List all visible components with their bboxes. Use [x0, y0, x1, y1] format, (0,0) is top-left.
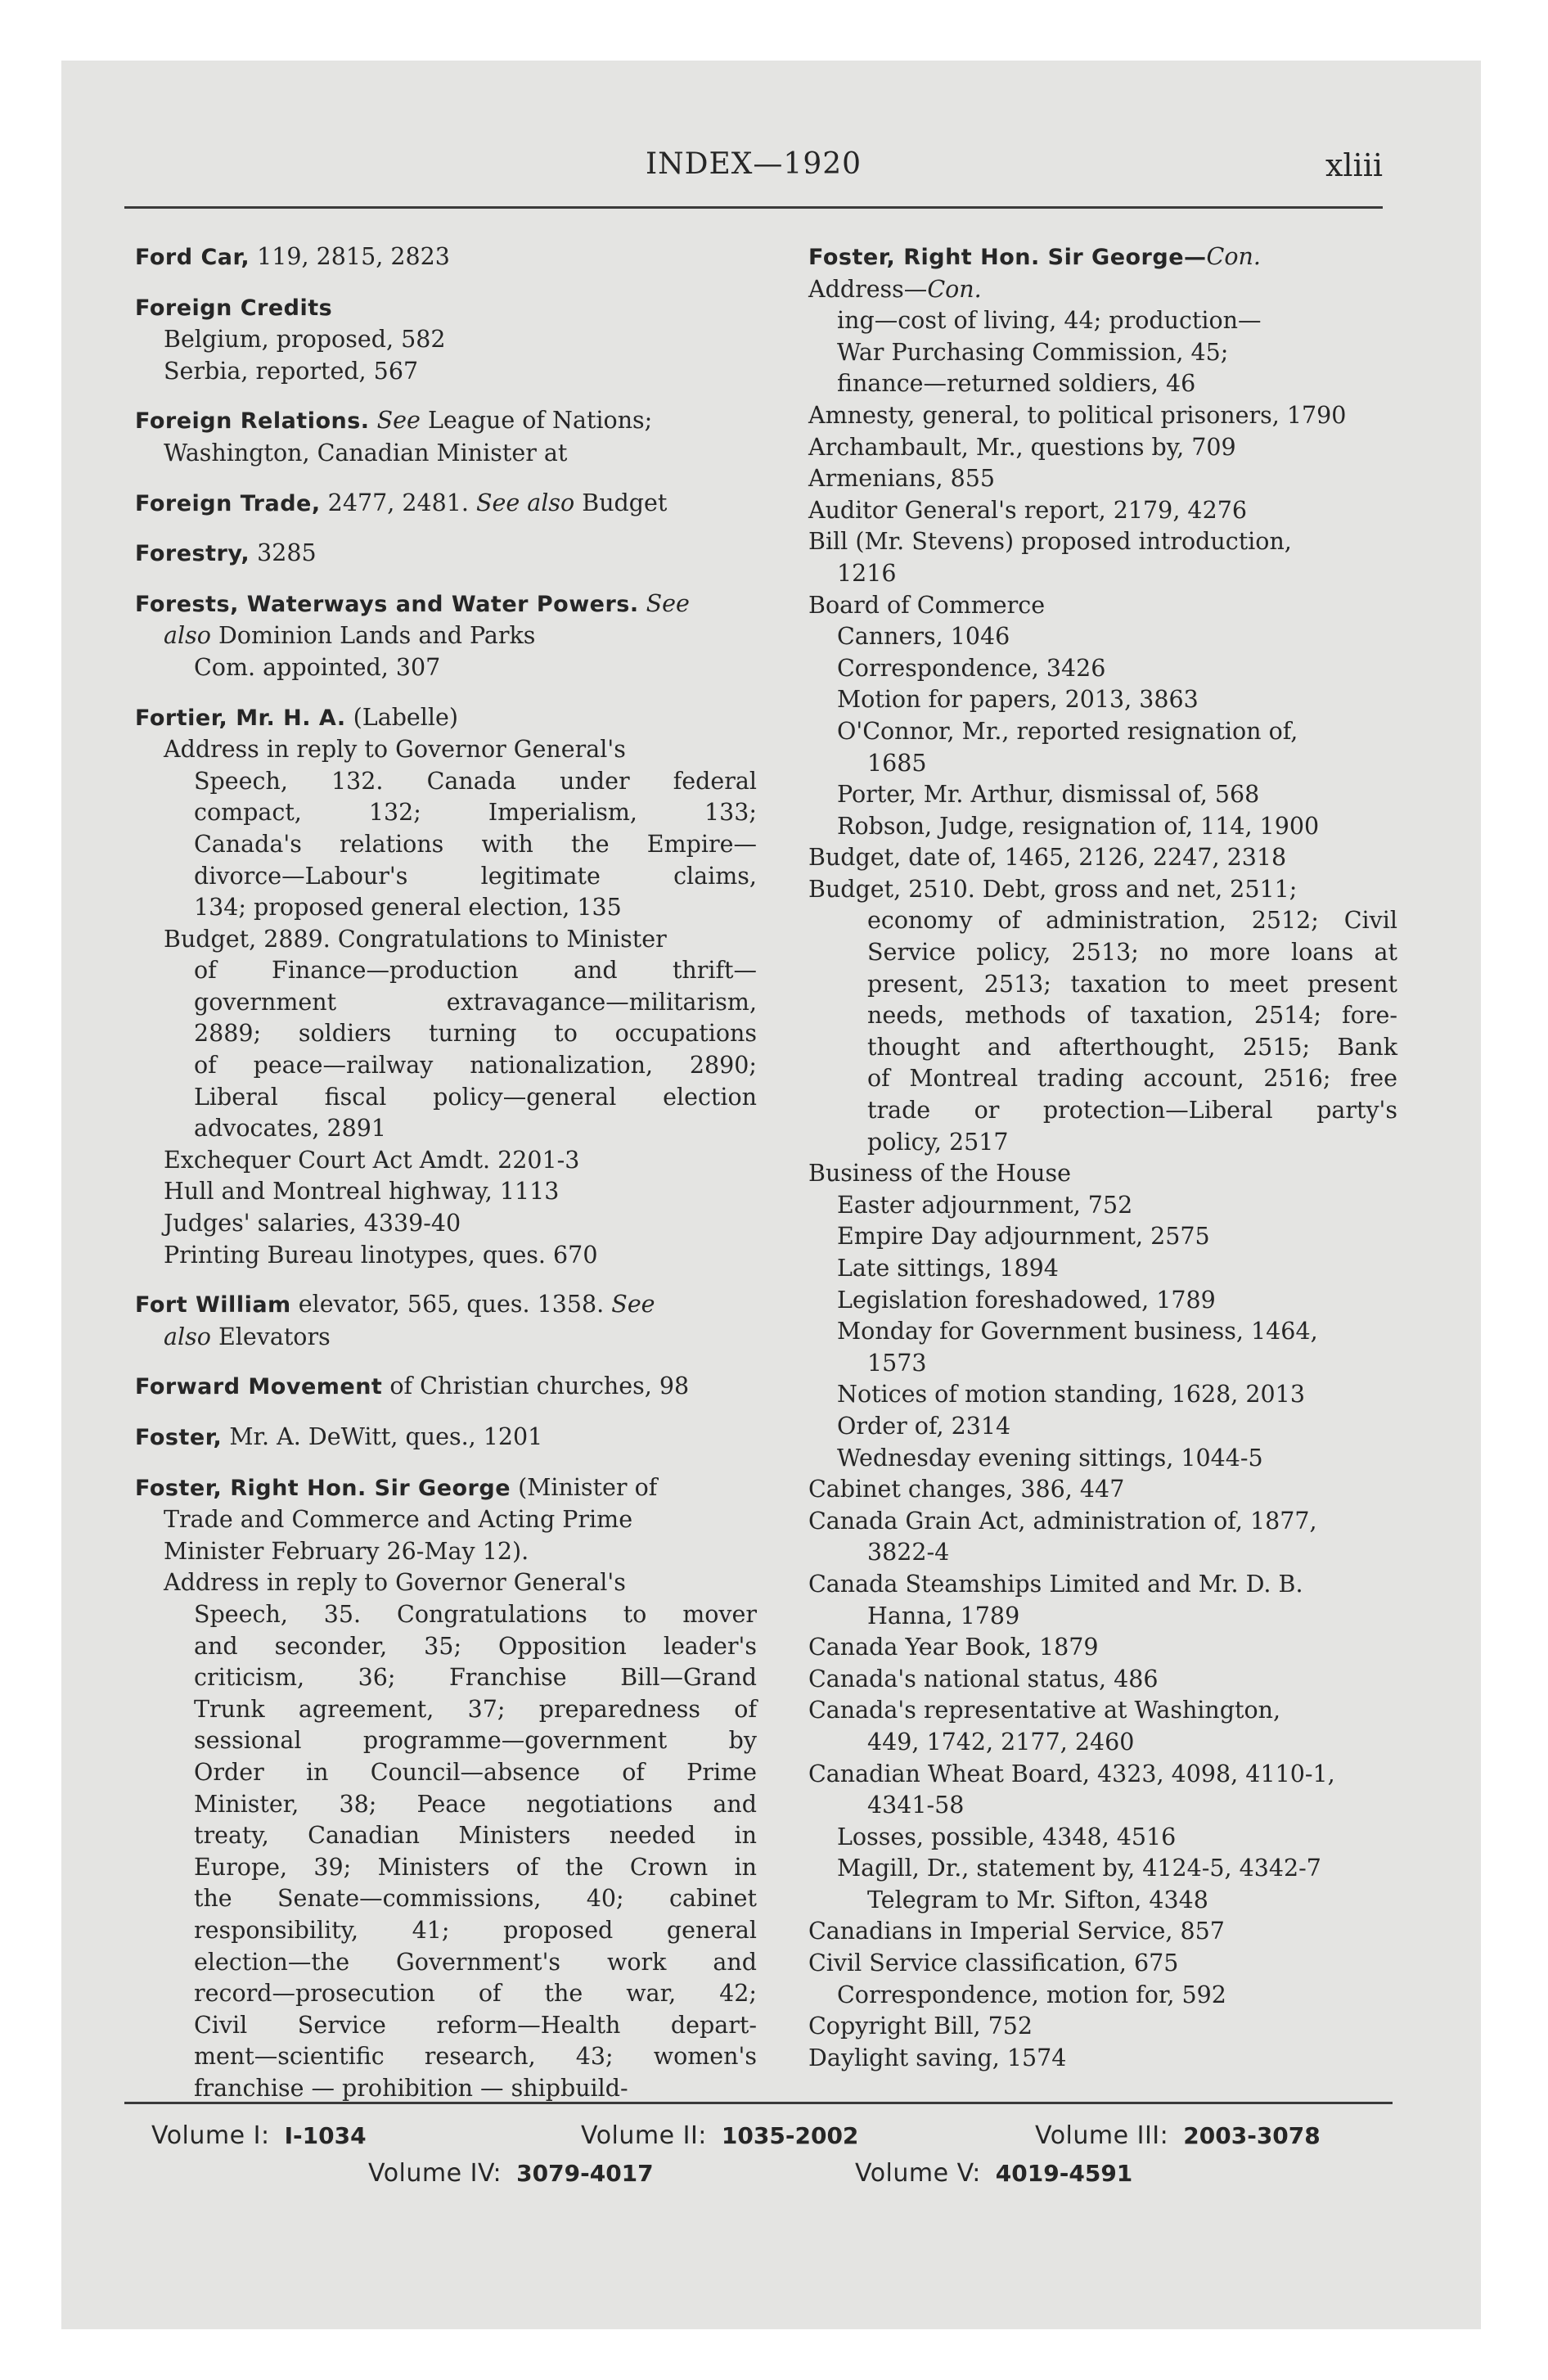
entry-text: Canadian Wheat Board, 4323, 4098, 4110-1, [808, 1760, 1335, 1787]
index-line [808, 905, 1397, 937]
index-line [808, 1190, 1397, 1222]
entry-text: present, 2513; taxation to meet present [867, 970, 1397, 998]
volume-label: Volume II: [581, 2121, 707, 2150]
entry-text: Monday for Government business, 1464, [837, 1318, 1318, 1346]
index-line [808, 811, 1397, 843]
index-line [808, 1443, 1397, 1475]
entry-text: Porter, Mr. Arthur, dismissal of, 568 [837, 781, 1260, 809]
index-entry [135, 1422, 757, 1454]
index-line [135, 356, 757, 388]
index-line [808, 1569, 1397, 1601]
entry-text: 1685 [867, 749, 927, 777]
entry-text: finance—returned soldiers, 46 [837, 370, 1196, 398]
index-line [135, 588, 757, 621]
entry-text: Motion for papers, 2013, 3863 [837, 686, 1199, 714]
index-line [808, 1285, 1397, 1317]
entry-text: of peace—railway nationalization, 2890; [194, 1052, 757, 1080]
entry-text: Canners, 1046 [837, 623, 1010, 651]
entry-text: divorce—Labour's legitimate claims, [194, 862, 757, 890]
entry-text: 449, 1742, 2177, 2460 [867, 1728, 1135, 1756]
entry-text: needs, methods of taxation, 2514; fore- [867, 1002, 1397, 1030]
entry-text: advocates, 2891 [194, 1115, 387, 1143]
volume-range: 2003-3078 [1183, 2122, 1321, 2149]
volume-range: 1035-2002 [721, 2122, 859, 2149]
entry-text: Robson, Judge, resignation of, 114, 1900 [837, 812, 1320, 840]
entry-text: and seconder, 35; Opposition leader's [194, 1632, 757, 1660]
entry-text: Civil Service classification, 675 [808, 1950, 1179, 1977]
entry-text: elevator, 565, ques. 1358. [290, 1291, 612, 1318]
index-line [808, 779, 1397, 811]
entry-text: Copyright Bill, 752 [808, 2013, 1033, 2040]
entry-text: Hanna, 1789 [867, 1602, 1020, 1629]
index-line [135, 2041, 757, 2073]
entry-text: Exchequer Court Act Amdt. 2201-3 [164, 1146, 580, 1174]
index-line [808, 463, 1397, 495]
entry-text: Com. appointed, 307 [194, 653, 441, 681]
entry-text: Civil Service reform—Health depart- [194, 2011, 757, 2039]
index-line [135, 1915, 757, 1947]
entry-text: (Labelle) [345, 703, 459, 731]
index-line [808, 1664, 1397, 1696]
entry-text: 2477, 2481. [320, 489, 476, 516]
index-line [808, 1221, 1397, 1253]
index-line [135, 829, 757, 861]
index-entry [135, 1289, 757, 1353]
footer-rule [124, 2102, 1393, 2104]
entry-heading: Fort William [135, 1292, 291, 1318]
index-line [808, 1411, 1397, 1443]
entry-text: 119, 2815, 2823 [250, 243, 450, 270]
index-line [135, 766, 757, 798]
index-line [135, 1757, 757, 1789]
entry-text: Easter adjournment, 752 [837, 1191, 1133, 1219]
cross-reference: See [646, 589, 690, 617]
entry-text: Auditor General's report, 2179, 4276 [808, 496, 1247, 524]
index-line [135, 1883, 757, 1915]
index-line [808, 1474, 1397, 1506]
entry-text: 1216 [837, 559, 897, 587]
index-entry [135, 405, 757, 469]
index-line [135, 1504, 757, 1536]
index-line [808, 1379, 1397, 1411]
index-line [135, 1050, 757, 1082]
entry-heading: Foreign Trade, [135, 490, 321, 516]
index-entry [808, 241, 1397, 2074]
entry-text: Amnesty, general, to political prisoners, 1790 [808, 401, 1347, 429]
entry-text: ment—scientific research, 43; women's [194, 2043, 757, 2071]
entry-text: Serbia, reported, 567 [164, 357, 419, 385]
volume-2 [581, 2121, 858, 2150]
index-line [135, 488, 757, 521]
entry-text: franchise — prohibition — shipbuild- [194, 2074, 628, 2102]
index-line [135, 1820, 757, 1852]
index-line [808, 1000, 1397, 1032]
index-line [135, 1018, 757, 1050]
entry-text: Canada's representative at Washington, [808, 1697, 1281, 1724]
entry-text: Correspondence, 3426 [837, 654, 1106, 682]
entry-text: Canada Grain Act, administration of, 1877, [808, 1507, 1317, 1535]
index-line [808, 241, 1397, 274]
index-line [135, 538, 757, 570]
index-line [808, 590, 1397, 622]
index-line [135, 620, 757, 652]
entry-text: of Finance—production and thrift— [194, 957, 757, 985]
index-line [135, 1694, 757, 1726]
cross-reference: See [611, 1291, 655, 1318]
index-line [808, 1348, 1397, 1380]
entry-text: Printing Bureau linotypes, ques. 670 [164, 1241, 598, 1269]
volume-label: Volume V: [855, 2159, 981, 2188]
entry-text: Archambault, Mr., questions by, 709 [808, 433, 1236, 461]
index-line [808, 274, 1397, 306]
index-line [808, 1980, 1397, 2012]
entry-text: government extravagance—militarism, [194, 988, 757, 1016]
index-entry [135, 588, 757, 684]
volume-range: 3079-4017 [516, 2160, 654, 2187]
entry-text: Mr. A. DeWitt, ques., 1201 [222, 1423, 543, 1450]
entry-text: Canada Steamships Limited and Mr. D. B. [808, 1570, 1303, 1598]
entry-text: Address in reply to Governor General's [164, 736, 626, 764]
index-line [808, 1537, 1397, 1569]
entry-text [639, 590, 646, 617]
entry-heading: Fortier, Mr. H. A. [135, 705, 346, 731]
index-entry [135, 292, 757, 388]
index-entry [135, 1472, 757, 2105]
index-line [808, 1253, 1397, 1285]
entry-text: Order in Council—absence of Prime [194, 1758, 757, 1786]
index-column-right [808, 241, 1397, 2074]
entry-heading: Forward Movement [135, 1374, 383, 1400]
index-line [808, 1063, 1397, 1095]
entry-text: 4341-58 [867, 1792, 965, 1819]
entry-text: Empire Day adjournment, 2575 [837, 1223, 1210, 1251]
entry-text: 134; proposed general election, 135 [194, 894, 622, 922]
entry-text: Judges' salaries, 4339-40 [164, 1210, 461, 1237]
volume-4 [368, 2159, 654, 2188]
index-line [135, 1145, 757, 1177]
volume-range: 4019-4591 [995, 2160, 1133, 2187]
entry-text: Board of Commerce [808, 591, 1046, 619]
entry-text: Belgium, proposed, 582 [164, 326, 446, 354]
index-line [135, 1289, 757, 1322]
entry-text: Trade and Commerce and Acting Prime [164, 1506, 633, 1534]
cross-reference: See also [475, 489, 575, 516]
entry-text: policy, 2517 [867, 1128, 1009, 1156]
entry-text: Service policy, 2513; no more loans at [867, 939, 1397, 967]
entry-text: Washington, Canadian Minister at [164, 439, 568, 467]
index-line [135, 1567, 757, 1599]
index-line [808, 748, 1397, 780]
index-line [808, 1316, 1397, 1348]
index-line [808, 1822, 1397, 1854]
entry-text: Losses, possible, 4348, 4516 [837, 1823, 1177, 1850]
entry-text: record—prosecution of the war, 42; [194, 1980, 757, 2008]
index-line [808, 1032, 1397, 1064]
cross-reference: Con. [1206, 243, 1261, 270]
entry-heading: Foreign Credits [135, 295, 333, 321]
entry-text: O'Connor, Mr., reported resignation of, [837, 717, 1298, 745]
entry-text: Order of, 2314 [837, 1412, 1011, 1440]
index-line [808, 716, 1397, 748]
entry-text: Liberal fiscal policy—general election [194, 1083, 757, 1111]
entry-text: the Senate—commissions, 40; cabinet [194, 1885, 757, 1913]
index-line [135, 1947, 757, 1979]
entry-text: Canada's relations with the Empire— [194, 830, 757, 858]
index-line [808, 432, 1397, 464]
entry-text: Hull and Montreal highway, 1113 [164, 1178, 560, 1206]
index-line [135, 438, 757, 470]
entry-text: election—the Government's work and [194, 1948, 757, 1976]
entry-text: responsibility, 41; proposed general [194, 1916, 757, 1944]
entry-heading: Foster, Right Hon. Sir George [135, 1475, 511, 1501]
index-line [808, 305, 1397, 337]
index-line [135, 652, 757, 684]
index-line [135, 861, 757, 893]
index-line [808, 1632, 1397, 1664]
index-line [808, 1127, 1397, 1159]
index-line [808, 1506, 1397, 1538]
volume-1 [151, 2121, 367, 2150]
entry-text: Daylight saving, 1574 [808, 2044, 1067, 2071]
entry-text: Wednesday evening sittings, 1044-5 [837, 1444, 1263, 1472]
index-line [808, 1601, 1397, 1633]
index-line [135, 405, 757, 438]
entry-text: sessional programme—government by [194, 1727, 757, 1755]
index-line [135, 924, 757, 956]
index-line [135, 1662, 757, 1694]
index-line [135, 797, 757, 829]
index-line [808, 495, 1397, 527]
entry-text: Notices of motion standing, 1628, 2013 [837, 1381, 1305, 1409]
entry-text: Canada's national status, 486 [808, 1665, 1159, 1693]
entry-text: Minister February 26-May 12). [164, 1537, 529, 1565]
index-line [135, 892, 757, 924]
entry-text: ing—cost of living, 44; production— [837, 307, 1262, 335]
entry-text: of Christian churches, 98 [382, 1373, 690, 1400]
index-line [135, 1599, 757, 1631]
entry-text: Speech, 35. Congratulations to mover [194, 1600, 757, 1628]
index-line [135, 1082, 757, 1114]
entry-text: 2889; soldiers turning to occupations [194, 1020, 757, 1048]
index-line [135, 955, 757, 987]
index-line [808, 1853, 1397, 1885]
index-line [135, 1536, 757, 1568]
index-line [808, 684, 1397, 716]
page-number: xliii [1325, 147, 1383, 183]
index-line [135, 702, 757, 735]
index-entry [135, 488, 757, 521]
entry-text: Armenians, 855 [808, 465, 996, 493]
index-line [808, 1759, 1397, 1791]
entry-heading: Forestry, [135, 541, 250, 567]
entry-text: League of Nations; [420, 407, 653, 435]
entry-text: Europe, 39; Ministers of the Crown in [194, 1853, 757, 1881]
index-column-left [135, 241, 757, 2104]
entry-text: Budget, 2889. Congratulations to Minister [164, 925, 667, 953]
index-entry [135, 702, 757, 1272]
entry-text: Minister, 38; Peace negotiations and [194, 1790, 757, 1818]
index-line [808, 874, 1397, 906]
entry-text: Telegram to Mr. Sifton, 4348 [867, 1886, 1208, 1913]
index-line [808, 368, 1397, 400]
index-line [135, 1789, 757, 1821]
entry-text: 3285 [250, 539, 317, 567]
index-line [135, 1113, 757, 1145]
index-line [808, 653, 1397, 685]
entry-text: Canadians in Imperial Service, 857 [808, 1918, 1225, 1945]
header-rule [124, 206, 1383, 209]
index-line [135, 1852, 757, 1884]
entry-text: economy of administration, 2512; Civil [867, 907, 1397, 935]
entry-heading: Foster, [135, 1425, 223, 1450]
entry-text: Budget, 2510. Debt, gross and net, 2511; [808, 875, 1298, 903]
index-line [135, 1176, 757, 1208]
entry-heading: Forests, Waterways and Water Powers. [135, 591, 639, 617]
entry-text: trade or protection—Liberal party's [867, 1097, 1397, 1125]
index-entry [135, 1371, 757, 1404]
index-line [135, 1725, 757, 1757]
index-line [808, 1727, 1397, 1759]
index-line [135, 292, 757, 325]
cross-reference: See [376, 407, 421, 435]
index-line [135, 734, 757, 766]
cross-reference: Con. [927, 275, 982, 303]
index-line [808, 1916, 1397, 1948]
entry-text: Late sittings, 1894 [837, 1255, 1059, 1282]
index-line [135, 2073, 757, 2105]
index-line [808, 969, 1397, 1001]
index-line [808, 1790, 1397, 1822]
index-line [135, 1371, 757, 1404]
index-line [808, 1695, 1397, 1727]
page-header [124, 147, 1383, 196]
entry-text: treaty, Canadian Ministers needed in [194, 1822, 757, 1850]
entry-heading: Ford Car, [135, 245, 250, 270]
entry-text: Address— [808, 275, 928, 303]
entry-text [370, 407, 377, 434]
entry-heading: Foster, Right Hon. Sir George— [808, 245, 1207, 270]
running-title: INDEX—1920 [645, 147, 862, 181]
entry-heading: Foreign Relations. [135, 408, 370, 435]
index-line [808, 937, 1397, 969]
entry-text: thought and afterthought, 2515; Bank [867, 1033, 1397, 1061]
volume-label: Volume I: [151, 2121, 270, 2150]
index-line [808, 400, 1397, 432]
volume-3 [1035, 2121, 1321, 2150]
index-line [808, 526, 1397, 558]
index-line [808, 621, 1397, 653]
entry-text: Cabinet changes, 386, 447 [808, 1476, 1125, 1503]
index-line [135, 1472, 757, 1505]
volume-5 [855, 2159, 1132, 2188]
entry-text: Dominion Lands and Parks [210, 622, 536, 650]
entry-text: Canada Year Book, 1879 [808, 1634, 1099, 1661]
entry-text: Business of the House [808, 1160, 1071, 1188]
entry-text: Bill (Mr. Stevens) proposed introduction, [808, 528, 1292, 556]
entry-text: Correspondence, motion for, 592 [837, 1981, 1226, 2008]
entry-text: Budget, date of, 1465, 2126, 2247, 2318 [808, 844, 1287, 872]
entry-text: compact, 132; Imperialism, 133; [194, 799, 757, 827]
entry-text: Address in reply to Governor General's [164, 1569, 626, 1597]
cross-reference: also [164, 622, 211, 650]
index-line [808, 842, 1397, 874]
index-line [135, 1978, 757, 2010]
index-line [135, 2010, 757, 2042]
entry-text: Speech, 132. Canada under federal [194, 767, 757, 795]
index-line [135, 1322, 757, 1354]
index-line [135, 1240, 757, 1272]
index-line [135, 324, 757, 356]
index-line [135, 1422, 757, 1454]
entry-text: (Minister of [511, 1473, 658, 1501]
index-line [808, 1948, 1397, 1980]
index-line [135, 987, 757, 1019]
volume-label: Volume IV: [368, 2159, 502, 2188]
entry-text: criticism, 36; Franchise Bill—Grand [194, 1664, 757, 1692]
index-line [808, 2011, 1397, 2043]
index-line [808, 1158, 1397, 1190]
volume-range: I-1034 [284, 2122, 367, 2149]
entry-text: Budget [574, 489, 668, 516]
entry-text: Elevators [210, 1323, 331, 1350]
cross-reference: also [164, 1323, 211, 1350]
entry-text: of Montreal trading account, 2516; free [867, 1065, 1397, 1093]
entry-text: Legislation foreshadowed, 1789 [837, 1286, 1216, 1314]
index-line [135, 1208, 757, 1240]
index-line [135, 241, 757, 274]
index-entry [135, 241, 757, 274]
entry-text: 1573 [867, 1349, 927, 1377]
index-entry [135, 538, 757, 570]
index-line [808, 1885, 1397, 1917]
entry-text: 3822-4 [867, 1539, 950, 1566]
index-line [808, 1095, 1397, 1127]
index-line [135, 1631, 757, 1663]
index-line [808, 337, 1397, 369]
index-line [808, 558, 1397, 590]
entry-text: War Purchasing Commission, 45; [837, 338, 1229, 366]
entry-text: Trunk agreement, 37; preparedness of [194, 1695, 757, 1723]
volume-label: Volume III: [1035, 2121, 1169, 2150]
entry-text: Magill, Dr., statement by, 4124-5, 4342-7 [837, 1855, 1321, 1882]
index-line [808, 2043, 1397, 2075]
